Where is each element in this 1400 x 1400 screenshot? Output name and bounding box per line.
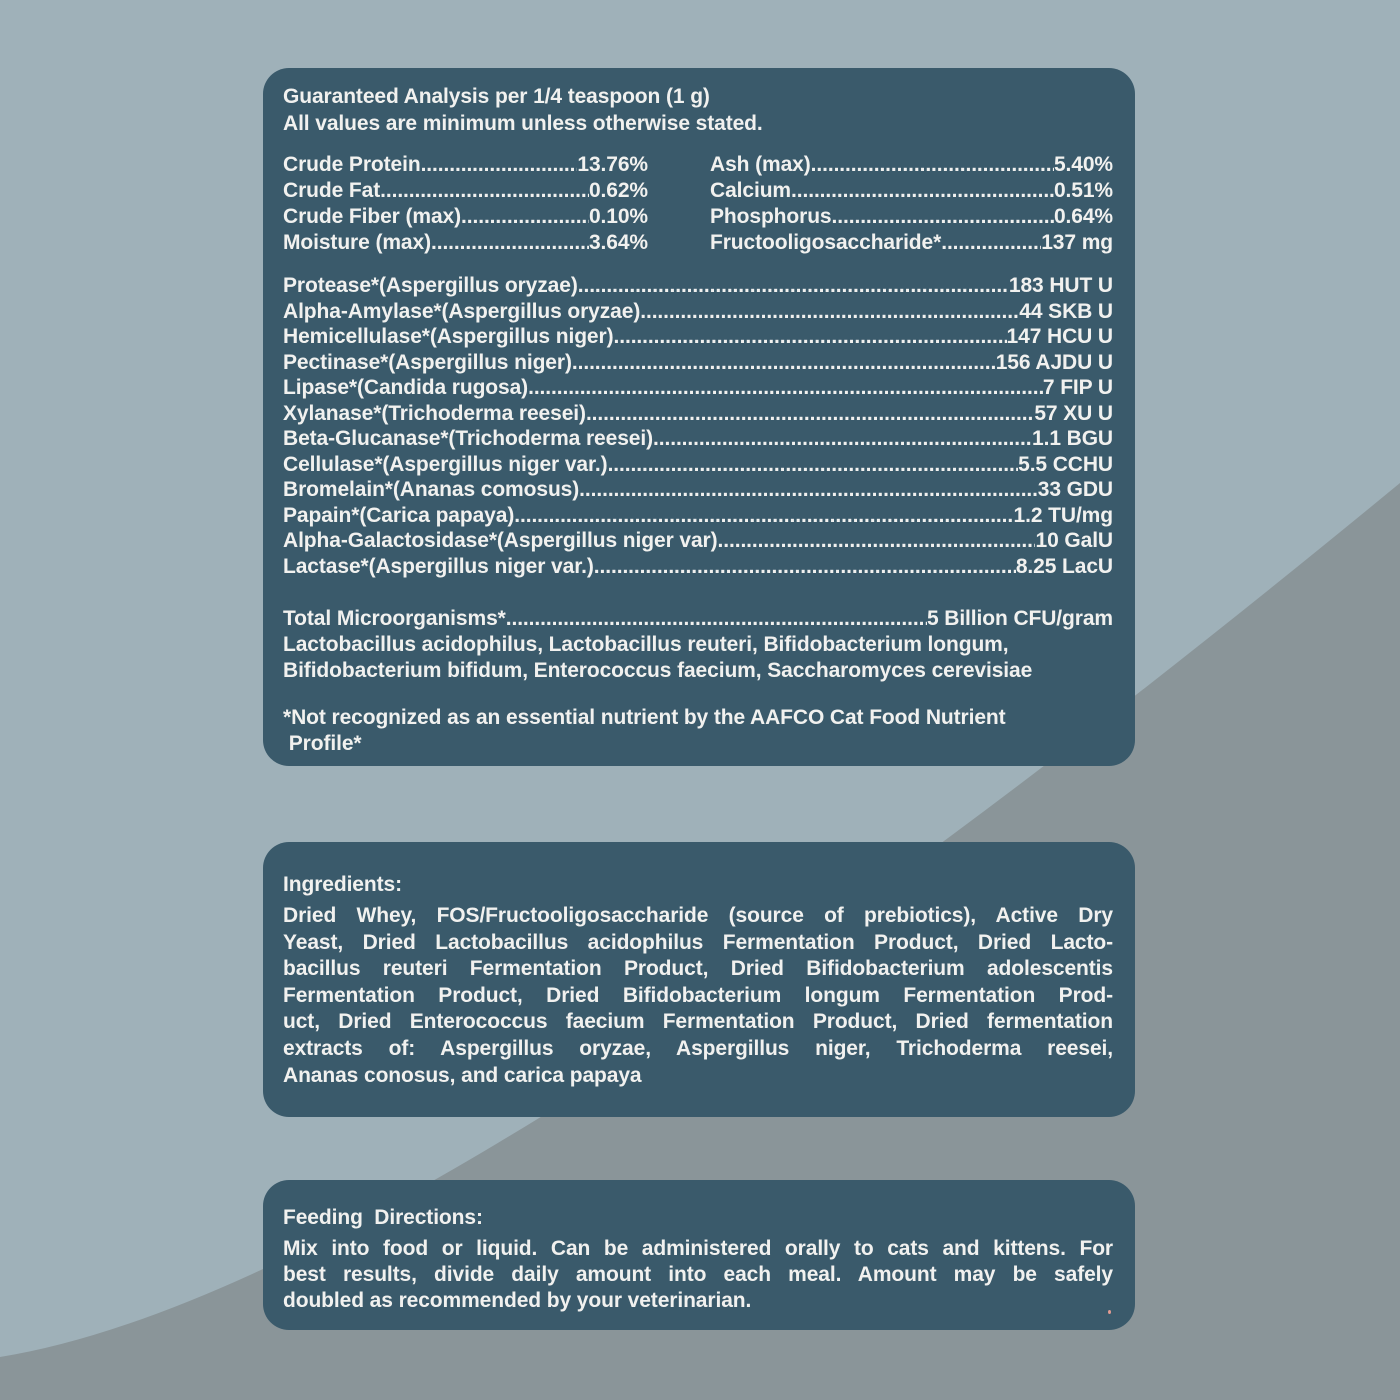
ingredients-text-line: extracts of: Aspergillus oryzae, Aspergillus niger, Trichoderma reesei, xyxy=(283,1036,1113,1060)
enzyme-label: Bromelain*(Ananas comosus) xyxy=(283,478,580,501)
dot-leader xyxy=(578,273,1009,299)
feeding-directions-text xyxy=(283,1236,1113,1314)
dot-leader xyxy=(506,606,927,632)
feeding-directions-panel xyxy=(263,1180,1135,1330)
enzyme-value: 33 GDU xyxy=(1037,478,1113,501)
enzyme-label: Alpha-Galactosidase*(Aspergillus niger var) xyxy=(283,529,718,552)
ingredients-text-line: uct, Dried Enterococcus faecium Fermentation Product, Dried fermentation xyxy=(283,1010,1113,1034)
ingredients-text-line: Fermentation Product, Dried Bifidobacterium longum Fermentation Prod- xyxy=(283,983,1113,1007)
ga-row-label: Fructooligosaccharide* xyxy=(710,231,942,254)
enzyme-row-bromelain xyxy=(283,477,1113,503)
dot-leader xyxy=(579,477,1038,503)
ga-subtitle: All values are minimum unless otherwise stated. xyxy=(283,112,763,135)
enzyme-row-xylanase xyxy=(283,401,1113,427)
ga-row-value: 5.40% xyxy=(1053,153,1113,176)
microorganisms-section xyxy=(283,606,1113,684)
feeding-text-line: Mix into food or liquid. Can be administered orally to cats and kittens. For xyxy=(283,1237,1113,1260)
guaranteed-analysis-header xyxy=(283,83,1113,137)
ga-row-value: 0.62% xyxy=(588,179,648,202)
ingredients-text-line: bacillus reuteri Fermentation Product, Dried Bifidobacterium adolescentis xyxy=(283,957,1113,981)
enzyme-value: 7 FIP U xyxy=(1042,376,1113,399)
species-line: Lactobacillus acidophilus, Lactobacillus reuteri, Bifidobacterium longum, xyxy=(283,633,1009,656)
feeding-text-line: best results, divide daily amount into each meal. Amount may be safely xyxy=(283,1263,1113,1286)
ga-row-moisture xyxy=(283,230,648,256)
dot-leader xyxy=(514,503,1013,529)
ga-row-phosphorus xyxy=(710,204,1113,230)
ga-row-label: Crude Fat xyxy=(283,179,381,202)
dot-leader xyxy=(528,375,1043,401)
ga-row-fructooligosaccharide xyxy=(710,230,1113,256)
enzyme-value: 44 SKB U xyxy=(1019,299,1113,323)
enzyme-value: 147 HCU U xyxy=(1006,325,1113,348)
dot-leader xyxy=(594,554,1016,580)
feeding-directions-title: Feeding Directions: xyxy=(283,1206,483,1229)
enzyme-row-lipase xyxy=(283,375,1113,401)
aafco-footnote-line: Profile* xyxy=(283,732,362,755)
dot-leader xyxy=(461,204,589,230)
ga-row-value: 0.51% xyxy=(1053,179,1113,202)
ga-title: Guaranteed Analysis per 1/4 teaspoon (1 g) xyxy=(283,85,710,108)
ingredients-panel xyxy=(263,842,1135,1117)
species-line: Bifidobacterium bifidum, Enterococcus faecium, Saccharomyces cerevisiae xyxy=(283,659,1033,682)
enzyme-row-alpha-amylase xyxy=(283,299,1113,325)
total-microorganisms-row xyxy=(283,606,1113,632)
dot-leader xyxy=(380,178,589,204)
dot-leader xyxy=(586,401,1034,427)
guaranteed-analysis-panel xyxy=(263,68,1135,766)
ga-row-label: Calcium xyxy=(710,179,791,202)
ga-row-value: 137 mg xyxy=(1041,231,1113,254)
enzyme-label: Xylanase*(Trichoderma reesei) xyxy=(283,401,586,425)
enzyme-label: Papain*(Carica papaya) xyxy=(283,503,515,527)
ga-row-crude-protein xyxy=(283,152,648,178)
dot-leader xyxy=(941,230,1041,256)
ga-nutrient-grid xyxy=(283,152,1113,256)
ga-row-crude-fiber xyxy=(283,204,648,230)
ga-row-label: Crude Fiber (max) xyxy=(283,205,461,228)
ingredients-text-line: Dried Whey, FOS/Fructooligosaccharide (source of prebiotics), Active Dry xyxy=(283,904,1113,927)
ga-row-label: Phosphorus xyxy=(710,205,832,228)
dot-leader xyxy=(832,204,1054,230)
enzyme-label: Lactase*(Aspergillus niger var.) xyxy=(283,554,594,578)
enzyme-label: Hemicellulase*(Aspergillus niger) xyxy=(283,325,614,348)
enzyme-row-protease xyxy=(283,273,1113,299)
enzyme-label: Beta-Glucanase*(Trichoderma reesei) xyxy=(283,427,653,450)
dot-leader xyxy=(572,350,996,376)
enzyme-label: Protease*(Aspergillus oryzae) xyxy=(283,274,578,297)
ga-right-column xyxy=(710,152,1113,256)
feeding-text-line: doubled as recommended by your veterinarian. xyxy=(283,1289,752,1312)
dot-leader xyxy=(640,299,1019,325)
enzyme-row-papain xyxy=(283,503,1113,529)
ga-row-value: 13.76% xyxy=(577,153,648,176)
ga-left-column xyxy=(283,152,648,256)
accent-dot xyxy=(1108,1310,1111,1314)
enzyme-value: 156 AJDU U xyxy=(995,350,1113,374)
dot-leader xyxy=(421,152,578,178)
enzyme-row-pectinase xyxy=(283,350,1113,376)
enzyme-value: 57 XU U xyxy=(1034,401,1113,425)
dot-leader xyxy=(791,178,1054,204)
ingredients-title: Ingredients: xyxy=(283,873,402,896)
enzyme-value: 1.1 BGU xyxy=(1032,427,1113,450)
dot-leader xyxy=(653,426,1032,452)
ga-row-value: 0.64% xyxy=(1053,205,1113,228)
microorganisms-value: 5 Billion CFU/gram xyxy=(926,607,1113,630)
ga-row-ash xyxy=(710,152,1113,178)
ga-row-label: Crude Protein xyxy=(283,153,421,176)
ga-row-calcium xyxy=(710,178,1113,204)
enzyme-label: Cellulase*(Aspergillus niger var.) xyxy=(283,452,608,476)
enzyme-row-lactase xyxy=(283,554,1113,580)
ga-row-label: Ash (max) xyxy=(710,153,811,176)
enzyme-value: 1.2 TU/mg xyxy=(1013,503,1113,527)
aafco-footnote-line: *Not recognized as an essential nutrient by the AAFCO Cat Food Nutrient xyxy=(283,706,1006,729)
enzyme-value: 183 HUT U xyxy=(1008,274,1113,297)
dot-leader xyxy=(431,230,589,256)
dot-leader xyxy=(811,152,1054,178)
dot-leader xyxy=(608,452,1019,478)
ingredients-text-line: Yeast, Dried Lactobacillus acidophilus Fermentation Product, Dried Lacto- xyxy=(283,930,1113,954)
enzyme-label: Alpha-Amylase*(Aspergillus oryzae) xyxy=(283,299,641,323)
enzyme-value: 10 GalU xyxy=(1035,529,1113,552)
enzyme-row-hemicellulase xyxy=(283,324,1113,350)
dot-leader xyxy=(613,324,1006,350)
enzyme-label: Pectinase*(Aspergillus niger) xyxy=(283,350,572,374)
aafco-footnote xyxy=(283,705,1113,757)
enzyme-row-beta-glucanase xyxy=(283,426,1113,452)
enzyme-list xyxy=(283,273,1113,579)
ga-row-crude-fat xyxy=(283,178,648,204)
ingredients-text-line: Ananas conosus, and carica papaya xyxy=(283,1063,642,1087)
ga-row-label: Moisture (max) xyxy=(283,231,431,254)
enzyme-label: Lipase*(Candida rugosa) xyxy=(283,376,529,399)
ga-row-value: 0.10% xyxy=(588,205,648,228)
dot-leader xyxy=(718,528,1036,554)
ingredients-text xyxy=(283,903,1113,1089)
enzyme-row-cellulase xyxy=(283,452,1113,478)
enzyme-value: 5.5 CCHU xyxy=(1018,452,1113,476)
microorganisms-label: Total Microorganisms* xyxy=(283,607,506,630)
enzyme-row-alpha-galactosidase xyxy=(283,528,1113,554)
enzyme-value: 8.25 LacU xyxy=(1015,554,1113,578)
ga-row-value: 3.64% xyxy=(588,231,648,254)
